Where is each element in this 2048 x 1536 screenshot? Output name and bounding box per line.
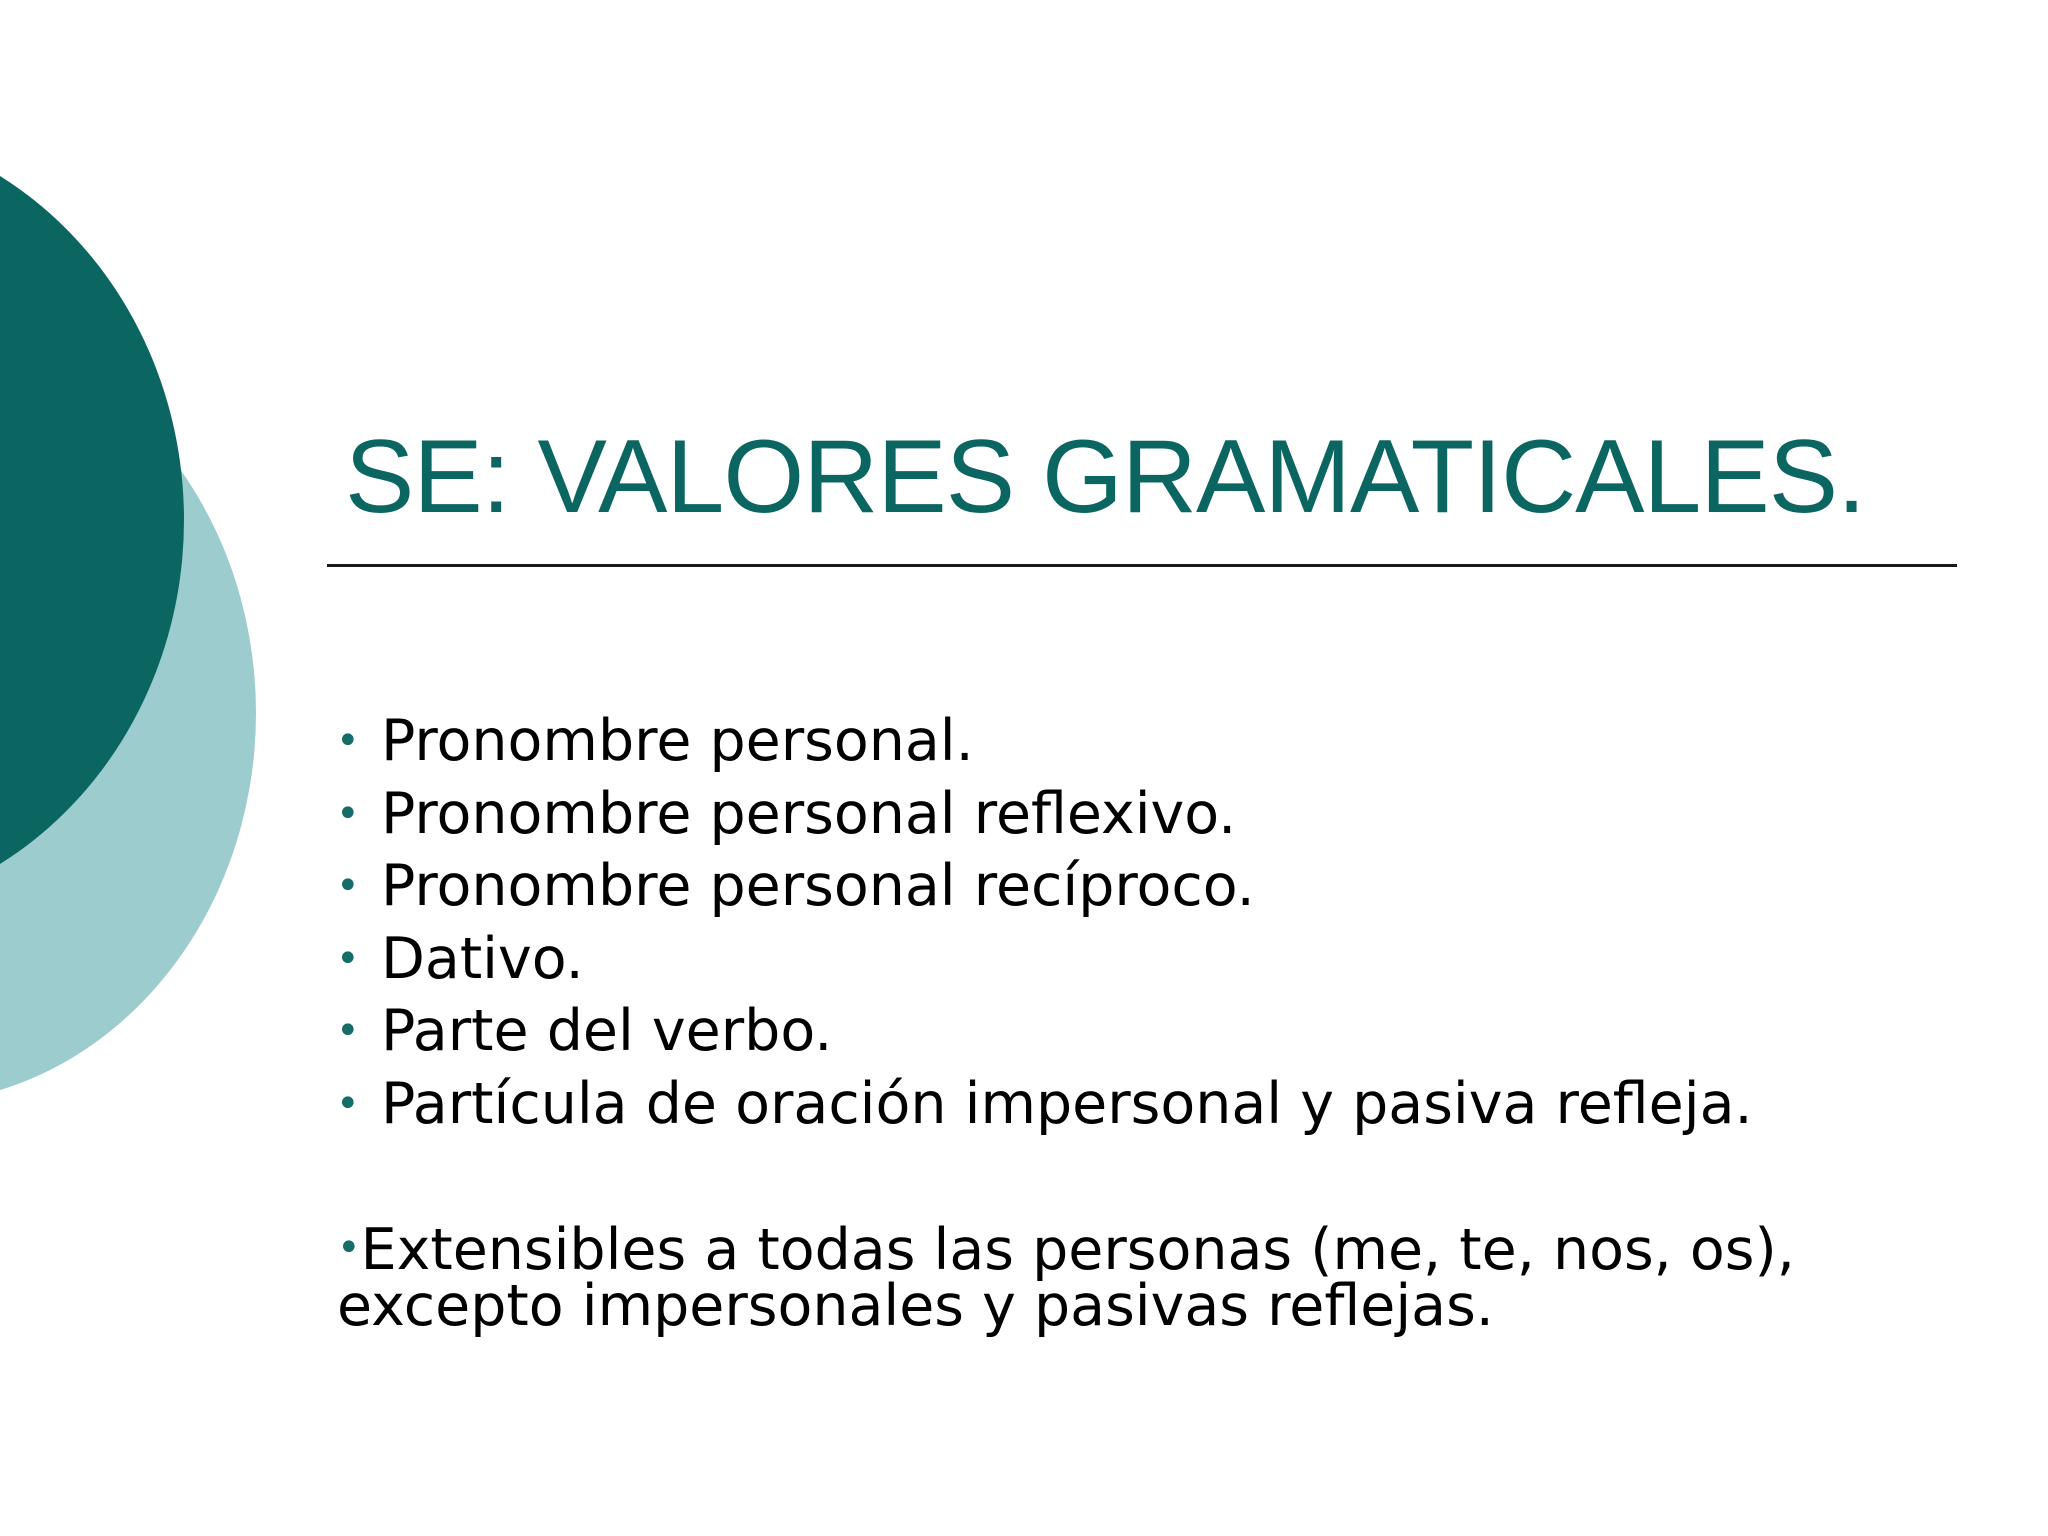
bullet-marker: • (336, 863, 360, 909)
list-item-text: Pronombre personal reflexivo. (381, 780, 1237, 847)
note-line-2: excepto impersonales y pasivas reflejas. (337, 1273, 1494, 1339)
extension-note (337, 1217, 1795, 1339)
slide-title: SE: VALORES GRAMATICALES. (345, 419, 1866, 535)
title-divider (327, 564, 1957, 567)
list-item (336, 850, 1753, 923)
list-item (336, 778, 1753, 851)
list-item-text: Pronombre personal. (381, 708, 974, 774)
bullet-marker: • (336, 718, 360, 764)
note-line-1: Extensibles a todas las personas (me, te, nos, os), (360, 1217, 1795, 1283)
bullet-marker: • (336, 790, 360, 837)
bullet-list (336, 705, 1753, 1140)
bullet-marker: • (336, 1008, 360, 1054)
list-item (336, 705, 1753, 778)
list-item-text: Partícula de oración impersonal y pasiva refleja. (381, 1070, 1753, 1137)
list-item (336, 923, 1753, 996)
list-item (336, 995, 1753, 1068)
list-item-text: Pronombre personal recíproco. (381, 853, 1255, 919)
list-item-text: Parte del verbo. (381, 998, 833, 1064)
bullet-marker: • (336, 935, 360, 982)
bullet-marker: • (337, 1225, 361, 1271)
list-item-text: Dativo. (381, 925, 584, 992)
bullet-marker: • (336, 1080, 360, 1127)
list-item (336, 1068, 1753, 1141)
